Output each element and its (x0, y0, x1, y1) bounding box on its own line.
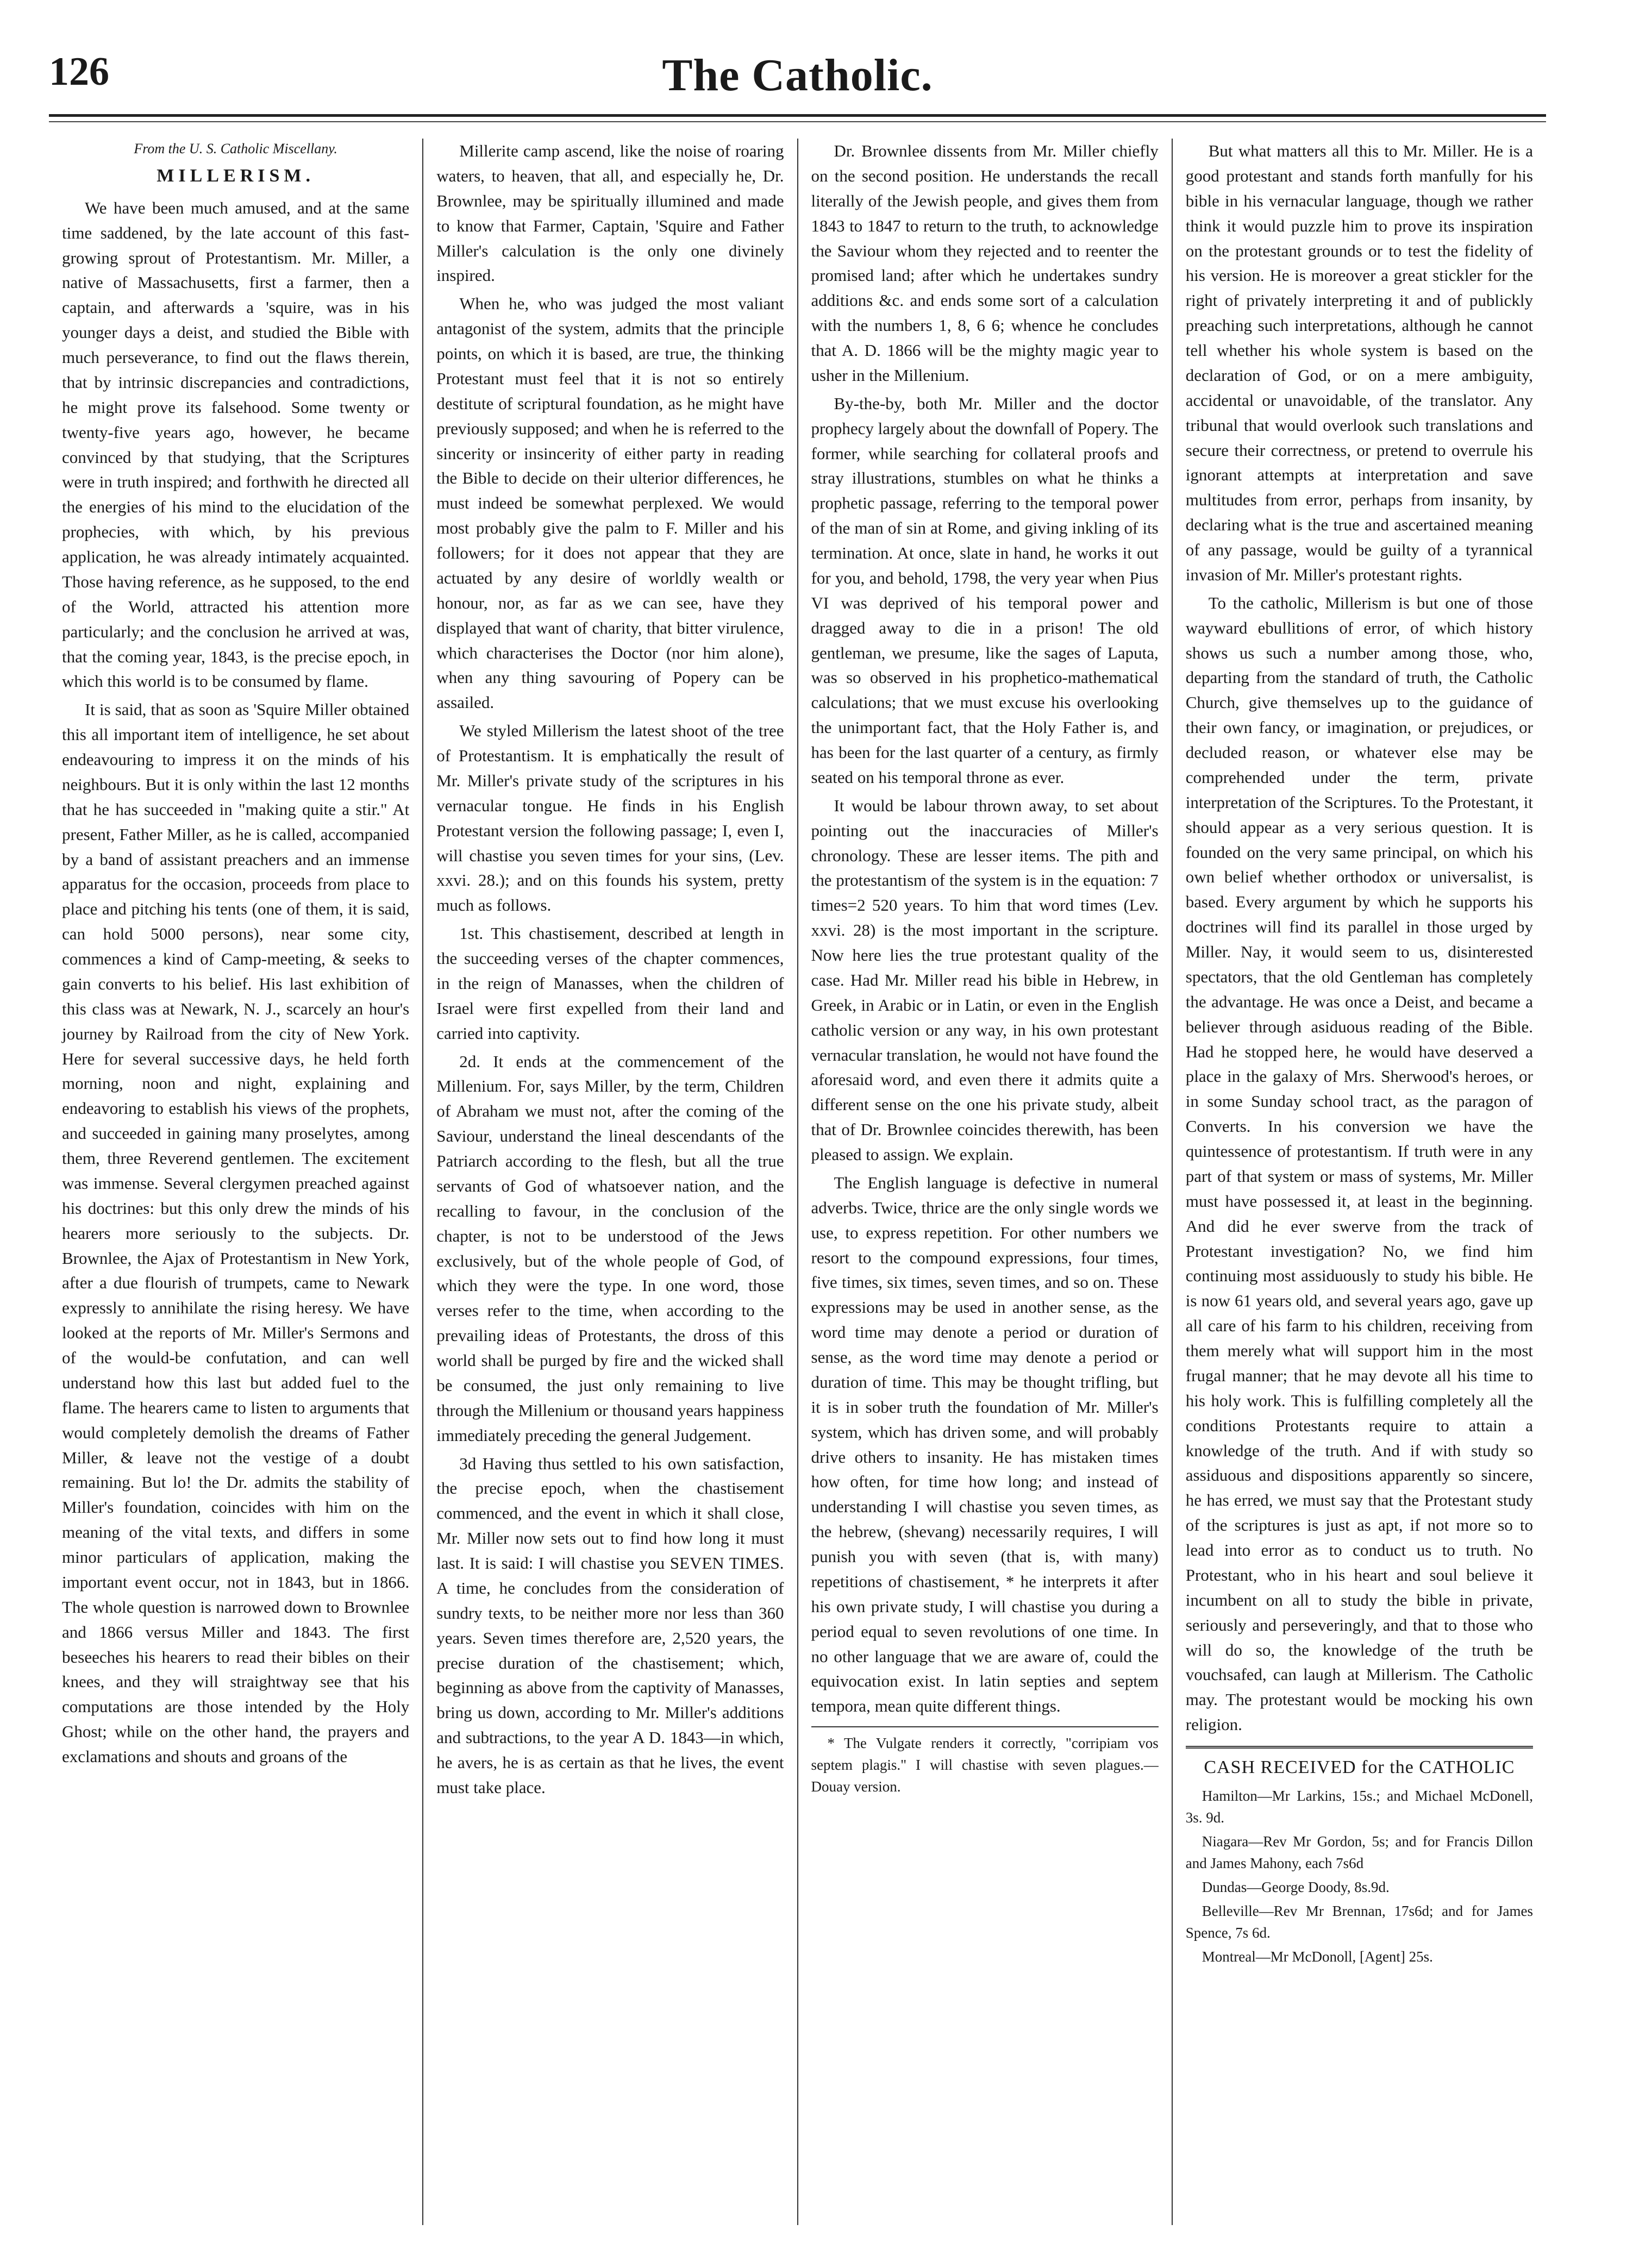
article-heading: MILLERISM. (157, 166, 315, 186)
column-4 (1173, 139, 1546, 2225)
masthead (49, 49, 1546, 109)
paragraph: The English language is defective in numeral adverbs. Twice, thrice are the only single words we use, to express repetition. For other numbers we resort to the compound expressions, four times, five times, six times, seven times, and so on. These expressions may be used in another sense, as the word time may denote a period or duration of sense, as the word time may denote a period or duration of time. This may be thought trifling, but it is in sober truth the foundation of Mr. Miller's system, which has driven some, and will probably drive others to insanity. He has mistaken times how often, for time how long; and instead of understanding I will chastise you seven times, as the hebrew, (shevang) necessarily requires, I will punish you with seven (that is, with many) repetitions of chastisement, * he interprets it after his own private study, I will chastise you during a period equal to seven revolutions of one time. In no other language that we are aware of, could the equivocation exist. In latin septies and septem tempora, mean quite different things. (811, 1173, 1159, 1716)
paragraph: When he, who was judged the most valiant antagonist of the system, admits that the principle points, on which it is based, are true, the thinking Protestant must feel that it is not so entirely destitute of scriptural foundation, as he might have previously supposed; and when he is referred to the sincerity or insincerity of either party in reading the Bible to decide on their ulterior differences, he must indeed be somewhat perplexed. We would most probably give the palm to F. Miller and his followers; for it does not appear that they are actuated by any desire of worldly wealth or honour, nor, as far as we can see, have they displayed that want of charity, that bitter virulence, which characterises the Doctor (nor him alone), when any thing savouring of Popery can be assailed. (436, 294, 784, 712)
cash-entry: Belleville—Rev Mr Brennan, 17s6d; and for James Spence, 7s 6d. (1185, 1903, 1533, 1941)
paragraph: To the catholic, Millerism is but one of those wayward ebullitions of error, of which history shows us such a number among those, who, departing from the standard of truth, the Catholic Church, give themselves up to the guidance of their own fancy, or imagination, or prejudices, or decluded reason, or whatever else may be comprehended under the term, private interpretation of the Scriptures. To the Protestant, it should appear as a very serious question. It is founded on the very same principal, on which his own belief whether orthodox or universalist, is based. Every argument by which he supports his doctrines will find its parallel in those urged by Miller. Nay, it would seem to us, disinterested spectators, that the old Gentleman has completely the advantage. He was once a Deist, and became a believer through asiduous reading of the Bible. Had he stopped here, he would have deserved a place in the galaxy of Mrs. Sherwood's heroes, or in some Sunday school tract, as the paragon of Converts. In his conversion we have the quintessence of protestantism. If truth were in any part of that system or mass of systems, Mr. Miller must have possessed it, at least in the beginning. And did he ever swerve from the track of Protestant investigation? No, we find him continuing most assiduously to study his bible. He is now 61 years old, and several years ago, gave up all care of his farm to his children, receiving from them merely what will support him in the most frugal manner; that he may devote all his time to his holy work. This is fulfilling completely all the conditions Protestants require to attain a knowledge of the truth. And if with study so assiduous and dispositions apparently so sincere, he has erred, we must say that the Protestant study of the scriptures is just as apt, if not more so to lead into error as to conduct us to truth. No Protestant, who in his heart and soul believe it incumbent on all to study the bible in private, seriously and perseveringly, and that to those who will do so, the knowledge of the truth be vouchsafed, can laugh at Millerism. The Catholic may. The protestant would be mocking his own religion. (1185, 593, 1533, 1734)
paragraph: Dr. Brownlee dissents from Mr. Miller chiefly on the second position. He understands the recall literally of the Jewish people, and gives them from 1843 to 1847 to return to the truth, to acknowledge the Saviour whom they rejected and to reenter the promised land; after which he undertakes sundry additions &c. and ends some sort of a calculation with the numbers 1, 8, 6 6; whence he concludes that A. D. 1866 will be the mighty magic year to usher in the Millenium. (811, 141, 1159, 385)
cash-entry: Dundas—George Doody, 8s.9d. (1202, 1879, 1390, 1896)
paragraph: Millerite camp ascend, like the noise of roaring waters, to heaven, that all, and especially he, Dr. Brownlee, may be spiritually illumined and made to know that Farmer, Captain, 'Squire and Father Miller's calculation is the only one divinely inspired. (436, 141, 784, 285)
cash-received-heading: CASH RECEIVED for the CATHOLIC (1204, 1757, 1515, 1777)
paragraph: By-the-by, both Mr. Miller and the doctor prophecy largely about the downfall of Popery. The former, while searching for collateral proofs and stray illustrations, stumbles on what he thinks a prophetic passage, referring to the temporal power of the man of sin at Rome, and giving inkling of its termination. At once, slate in hand, he works it out for you, and behold, 1798, the very year when Pius VI was deprived of his temporal power and dragged away to die in a prison! The old gentleman, we presume, like the sages of Laputa, was so observed in his prophetico-mathematical calculations; that we must excuse his overlooking the unimportant fact, that the Holy Father is, and has been for the last quarter of a century, as firmly seated on his temporal throne as ever. (811, 393, 1159, 787)
cash-entry: Niagara—Rev Mr Gordon, 5s; and for Francis Dillon and James Mahony, each 7s6d (1185, 1833, 1533, 1872)
section-divider (1186, 1746, 1533, 1749)
article-source: From the U. S. Catholic Miscellany. (134, 141, 337, 156)
paragraph: It would be labour thrown away, to set about pointing out the inaccuracies of Miller's chronology. These are lesser items. The pith and the protestantism of the system is in the equation: 7 times=2 520 years. To him that word times (Lev. xxvi. 28) is the most important in the scripture. Now here lies the true protestant quality of the case. Had Mr. Miller read his bible in Hebrew, in Greek, in Arabic or in Latin, or even in the English catholic version or any way, in his own protestant vernacular translation, he would not have found the aforesaid word, and even there it admits quite a different sense on the one his private study, albeit that of Dr. Brownlee coincides therewith, has been pleased to assign. We explain. (811, 795, 1159, 1164)
cash-entry: Montreal—Mr McDonoll, [Agent] 25s. (1202, 1948, 1433, 1965)
footnote: * The Vulgate renders it correctly, "corripiam vos septem plagis." I will chastise with seven plagues.—Douay version. (811, 1726, 1159, 1798)
paragraph: We styled Millerism the latest shoot of the tree of Protestantism. It is emphatically the result of Mr. Miller's private study of the scriptures in his vernacular tongue. He finds in his English Protestant version the following passage; I, even I, will chastise you seven times for your sins, (Lev. xxvi. 28.); and on this founds his system, pretty much as follows. (436, 721, 784, 915)
paragraph: 3d Having thus settled to his own satisfaction, the precise epoch, when the chastisement commenced, and the event in which it shall close, Mr. Miller now sets out to find how long it must last. It is said: I will chastise you SEVEN TIMES. A time, he concludes from the consideration of sundry texts, to be neither more nor less than 360 years. Seven times therefore are, 2,520 years, the precise duration of the chastisement; which, beginning as above from the captivity of Manasses, bring us down, according to Mr. Miller's additions and subtractions, to the year A D. 1843—in which, he avers, he is as certain as that he lives, the event must take place. (436, 1453, 784, 1797)
column-2 (423, 139, 798, 2225)
paragraph: 1st. This chastisement, described at length in the succeeding verses of the chapter commences, in the reign of Manasses, when the children of Israel were first expelled from their land and carried into captivity. (436, 924, 784, 1043)
column-1 (49, 139, 423, 2225)
paragraph: It is said, that as soon as 'Squire Miller obtained this all important item of intelligence, he set about endeavouring to impress it on the minds of his neighbours. But it is only within the last 12 months that he has succeeded in "making quite a stir." At present, Father Miller, as he is called, accompanied by a band of assistant preachers and an immense apparatus for the occasion, proceeds from place to place and pitching his tents (one of them, it is said, can hold 5000 persons), near some city, commences a kind of Camp-meeting, & seeks to gain converts to his belief. His last exhibition of this class was at Newark, N. J., scarcely an hour's journey by Railroad from the city of New York. Here for several successive days, he held forth morning, noon and night, explaining and endeavoring to establish his views of the prophets, and succeeded in gaining many proselytes, among them, three Reverend gentlemen. The excitement was immense. Several clergymen preached against his doctrines: but this only drew the minds of his hearers more seriously to the subjects. Dr. Brownlee, the Ajax of Protestantism in New York, after a due flourish of trumpets, came to Newark expressly to annihilate the rising heresy. We have looked at the reports of Mr. Miller's Sermons and of the would-be confutation, and can well understand how this last but added fuel to the flame. The hearers came to listen to arguments that would completely demolish the dreams of Father Miller, & leave not the vestige of a doubt remaining. But lo! the Dr. admits the stability of Miller's foundation, coincides with him on the meaning of the vital texts, and differs in some minor particulars of application, making the important event occur, not in 1843, but in 1866. The whole question is narrowed down to Brownlee and 1866 versus Miller and 1843. The first beseeches his hearers to read their bibles on their knees, and they will straightway see that his computations are those intended by the Holy Ghost; while on the other hand, the prayers and exclamations and shouts and groans of the (62, 700, 410, 1766)
newspaper-title: The Catholic. (662, 50, 933, 101)
header-rule (49, 114, 1546, 117)
paragraph: But what matters all this to Mr. Miller. He is a good protestant and stands forth manfully for his bible in his vernacular language, though we rather think it would puzzle him to prove its inspiration on the protestant grounds or to test the fidelity of his version. He is moreover a great stickler for the right of privately interpreting it and of publickly preaching such interpretations, although he cannot tell whether his whole system is based on the declaration of God, or on a mere ambiguity, accidental or unavoidable, of the translator. Any tribunal that would overlook such translations and secure their correctness, or pretend to overrule his ignorant attempts at interpretation and save multitudes from error, perhaps from insanity, by declaring what is the true and ascertained meaning of any passage, would be guilty of a tyrannical invasion of Mr. Miller's protestant rights. (1185, 141, 1533, 584)
paragraph: 2d. It ends at the commencement of the Millenium. For, says Miller, by the term, Children of Abraham we must not, after the coming of the Saviour, understand the lineal descendants of the Patriarch according to the flesh, but all the true servants of God of whatsoever nation, and the recalling to favour, in the conclusion of the chapter, is not to be understood of the Jews exclusively, but of the whole people of God, of which they were the type. In one word, those verses refer to the time, when according to the prevailing ideas of Protestants, the dross of this world shall be purged by fire and the wicked shall be consumed, the just only remaining to live through the Millenium or thousand years happiness immediately preceding the general Judgement. (436, 1051, 784, 1445)
paragraph: We have been much amused, and at the same time saddened, by the late account of this fast-growing sprout of Protestantism. Mr. Miller, a native of Massachusetts, first a farmer, then a captain, and afterwards a 'squire, was in his younger days a deist, and studied the Bible with much perseverance, to find out the flaws therein, that by intrinsic discrepancies and contradictions, he might prove its falsehood. Some twenty or twenty-five years ago, however, he became convinced by that studying, that the Scriptures were in truth inspired; and forthwith he directed all the energies of his mind to the elucidation of the prophecies, with which, by his previous application, he was already intimately acquainted. Those having reference, as he supposed, to the end of the World, attracted his attention more particularly; and the conclusion he arrived at was, that the coming year, 1843, is the precise epoch, in which this world is to be consumed by flame. (62, 198, 410, 691)
header-rule-thin (49, 121, 1546, 122)
page-number: 126 (49, 49, 109, 94)
columns (49, 139, 1546, 2225)
column-3 (798, 139, 1173, 2225)
cash-entry: Hamilton—Mr Larkins, 15s.; and Michael McDonell, 3s. 9d. (1185, 1788, 1533, 1826)
